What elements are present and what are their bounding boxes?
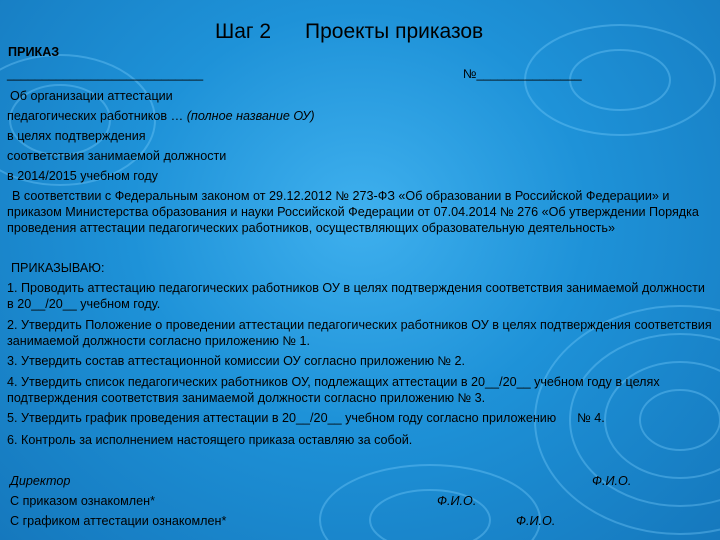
order-item-2: 2. Утвердить Положение о проведении аттестации педагогических работников ОУ в целях подтверждения соответствия занимаемой должности согласно приложению № 1. <box>7 318 712 348</box>
preamble-paragraph: В соответствии с Федеральным законом от 29.12.2012 № 273-ФЗ «Об образовании в Российской Федерации» и приказом Министерства образования и науки Российской Федерации от 07.04.2014 № 276 «Об утверждении Порядка проведения аттестации педагогических работников, осуществляющих образовательную деятельность» <box>7 189 699 235</box>
director-fio: Ф.И.О. <box>592 474 632 488</box>
order-item-1: 1. Проводить аттестацию педагогических работников ОУ в целях подтверждения соответствия занимаемой должности в 20__/20__ учебном году. <box>7 281 705 311</box>
order-item-4: 4. Утвердить список педагогических работников ОУ, подлежащих аттестации в 20__/20__ учебном году в целях подтверждения соответствия занимаемой должности согласно приложению № 3. <box>7 375 660 405</box>
subject-line-1: Об организации аттестации <box>10 89 173 103</box>
subject-line-2-italic: (полное название ОУ) <box>186 109 315 123</box>
subject-line-2-text: педагогических работников … <box>7 109 187 123</box>
acquainted-order-fio: Ф.И.О. <box>437 494 477 508</box>
subject-line-3: в целях подтверждения <box>7 129 146 143</box>
order-item-3: 3. Утвердить состав аттестационной комиссии ОУ согласно приложению № 2. <box>7 354 466 368</box>
acquainted-schedule-label: С графиком аттестации ознакомлен* <box>10 514 227 528</box>
acquainted-schedule-fio: Ф.И.О. <box>516 514 556 528</box>
acquainted-order-label: С приказом ознакомлен* <box>10 494 156 508</box>
slide-title-step: Шаг 2 <box>215 20 272 43</box>
subject-line-4: соответствия занимаемой должности <box>7 149 227 163</box>
slide-title-main: Проекты приказов <box>305 20 484 43</box>
subject-line-5: в 2014/2015 учебном году <box>7 169 158 183</box>
director-label: Директор <box>10 474 71 488</box>
subject-line-2 <box>7 108 315 124</box>
date-line: ____________________________ <box>7 67 204 81</box>
order-word: ПРИКАЗЫВАЮ: <box>11 261 105 275</box>
number-line: №_______________ <box>463 67 582 81</box>
order-item-6: 6. Контроль за исполнением настоящего приказа оставляю за собой. <box>7 433 413 447</box>
order-item-5: 5. Утвердить график проведения аттестации в 20__/20__ учебном году согласно приложению № 4. <box>7 411 605 425</box>
order-heading: ПРИКАЗ <box>8 45 60 59</box>
